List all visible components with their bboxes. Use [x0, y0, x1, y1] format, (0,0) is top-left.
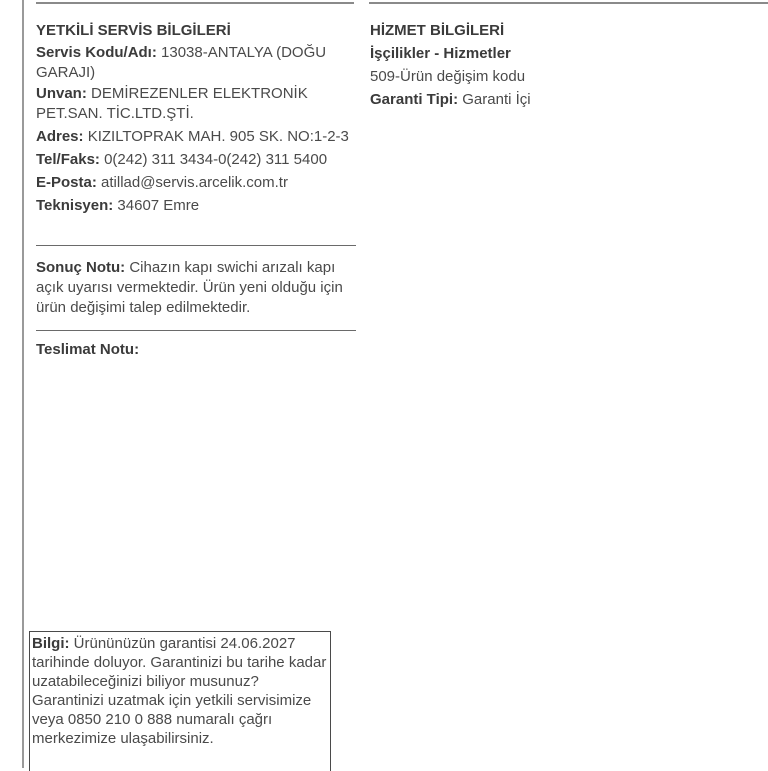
- service-code-value: 13038-ANTALYA (DOĞU GARAJI): [36, 44, 327, 81]
- warranty-type-label: Garanti Tipi:: [370, 91, 459, 108]
- warranty-type-row: [370, 88, 750, 111]
- warranty-type-value: Garanti İçi: [462, 91, 531, 108]
- delivery-note: [36, 340, 354, 360]
- service-info-section: [36, 19, 356, 217]
- title-row: [36, 84, 356, 124]
- divider-line: [36, 330, 356, 331]
- service-details-section: [370, 19, 750, 111]
- service-code-row: [36, 43, 356, 83]
- labor-item: 509-Ürün değişim kodu: [370, 68, 526, 85]
- top-rule-right: [369, 2, 768, 4]
- result-note-label: Sonuç Notu:: [36, 259, 126, 276]
- service-info-heading: YETKİLİ SERVİS BİLGİLERİ: [36, 22, 231, 39]
- technician-label: Teknisyen:: [36, 197, 114, 214]
- email-value: atillad@servis.arcelik.com.tr: [101, 174, 288, 191]
- address-label: Adres:: [36, 128, 84, 145]
- phone-fax-row: [36, 148, 356, 171]
- title-value: DEMİREZENLER ELEKTRONİK PET.SAN. TİC.LTD.ŞTİ.: [36, 85, 308, 122]
- email-row: [36, 171, 356, 194]
- divider-line: [36, 245, 356, 246]
- info-label: Bilgi:: [32, 635, 70, 652]
- left-border-line: [22, 0, 24, 768]
- service-code-label: Servis Kodu/Adı:: [36, 44, 157, 61]
- top-rule-left: [36, 2, 354, 4]
- phone-fax-value: 0(242) 311 3434-0(242) 311 5400: [104, 151, 328, 168]
- warranty-info-box: [29, 631, 331, 771]
- address-value: KIZILTOPRAK MAH. 905 SK. NO:1-2-3: [87, 128, 349, 145]
- info-text: Ürününüzün garantisi 24.06.2027 tarihinde doluyor. Garantinizi bu tarihe kadar uzatabileceğinizi biliyor musunuz? Garantinizi uzatmak için yetkili servisimize veya 0850 210 0 888 numaralı çağrı merkezimize ulaşabilirsiniz.: [32, 635, 327, 747]
- delivery-note-label: Teslimat Notu:: [36, 341, 140, 358]
- phone-fax-label: Tel/Faks:: [36, 151, 100, 168]
- labor-services-subheading: İşçilikler - Hizmetler: [370, 45, 511, 62]
- email-label: E-Posta:: [36, 174, 97, 191]
- result-note-text: Cihazın kapı swichi arızalı kapı açık uyarısı vermektedir. Ürün yeni olduğu için ürün değişimi talep edilmektedir.: [36, 259, 343, 316]
- address-row: [36, 125, 356, 148]
- result-note: [36, 258, 354, 318]
- title-label: Unvan:: [36, 85, 87, 102]
- technician-row: [36, 194, 356, 217]
- technician-value: 34607 Emre: [117, 197, 200, 214]
- service-details-heading: HİZMET BİLGİLERİ: [370, 22, 505, 39]
